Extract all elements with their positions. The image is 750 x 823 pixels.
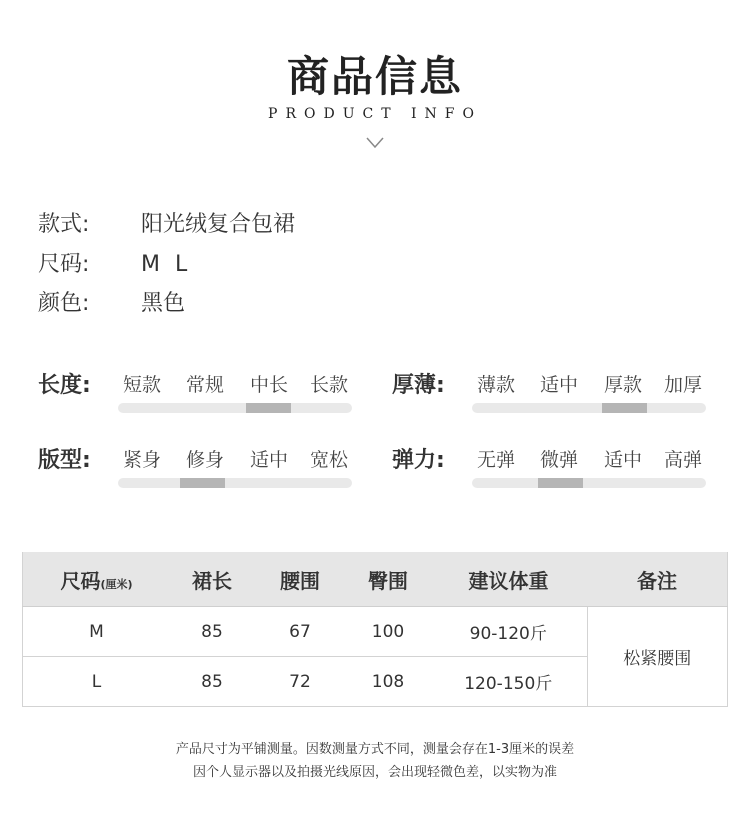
size-unit: (厘米) — [100, 577, 133, 591]
info-value: 黑色 — [141, 291, 186, 316]
attr-option: 宽松 — [310, 449, 349, 471]
page-title: 商品信息 — [286, 52, 463, 101]
size-table-header-cell: 裙长 — [170, 552, 254, 607]
attr-label: 弹力: — [392, 448, 445, 473]
info-row-size — [38, 247, 191, 278]
attr-option: 高弹 — [664, 449, 703, 471]
attr-option: 无弹 — [477, 449, 516, 471]
table-cell: 108 — [346, 657, 430, 707]
attr-label: 厚薄: — [392, 373, 445, 398]
attr-option: 常规 — [186, 374, 225, 396]
info-value: 阳光绒复合包裙 — [141, 212, 296, 237]
footer-note-color: 因个人显示器以及拍摄光线原因，会出现轻微色差，以实物为准 — [192, 765, 557, 780]
attr-label: 版型: — [38, 448, 91, 473]
attr-scale-indicator — [180, 478, 225, 488]
attr-option: 薄款 — [477, 374, 516, 396]
attr-option: 中长 — [250, 374, 289, 396]
table-cell: L — [23, 657, 171, 707]
table-cell: 85 — [170, 657, 254, 707]
attr-option: 适中 — [604, 449, 643, 471]
info-label: 尺码: — [38, 252, 90, 277]
table-cell: 85 — [170, 607, 254, 657]
size-table-header-cell: 备注 — [587, 552, 728, 607]
table-cell: 90-120斤 — [430, 607, 587, 657]
table-row — [23, 607, 728, 657]
attr-scale-track — [118, 478, 352, 488]
page-subtitle: PRODUCT INFO — [268, 106, 482, 122]
attr-option: 微弹 — [540, 449, 579, 471]
footer-note-measurement: 产品尺寸为平铺测量。因数测量方式不同，测量会存在1-3厘米的误差 — [175, 742, 575, 757]
size-table-header-cell: 建议体重 — [430, 552, 587, 607]
attr-label: 长度: — [38, 373, 91, 398]
attr-option: 加厚 — [664, 374, 703, 396]
attr-option: 厚款 — [604, 374, 643, 396]
attr-option: 紧身 — [123, 449, 162, 471]
attr-scale-indicator — [246, 403, 291, 413]
attr-scale-track — [118, 403, 352, 413]
attr-scale-indicator — [538, 478, 583, 488]
attr-scale-indicator — [602, 403, 647, 413]
info-label: 款式: — [38, 212, 90, 237]
size-table-note: 松紧腰围 — [587, 607, 728, 707]
table-cell: M — [23, 607, 171, 657]
table-cell: 72 — [254, 657, 346, 707]
attr-option: 长款 — [310, 374, 349, 396]
attr-scale-track — [472, 478, 706, 488]
size-table — [22, 552, 728, 707]
size-table-header — [23, 552, 728, 607]
attr-option: 修身 — [186, 449, 225, 471]
attr-option: 适中 — [250, 449, 289, 471]
size-table-header-cell: 腰围 — [254, 552, 346, 607]
table-cell: 100 — [346, 607, 430, 657]
size-table-header-cell: 臀围 — [346, 552, 430, 607]
info-row-style — [38, 207, 295, 238]
chevron-down-icon — [366, 137, 384, 149]
table-cell: 67 — [254, 607, 346, 657]
info-row-color — [38, 286, 185, 317]
attr-option: 短款 — [123, 374, 162, 396]
info-value: M L — [141, 252, 192, 277]
info-label: 颜色: — [38, 291, 90, 316]
size-table-header-cell: 尺码(厘米) — [23, 552, 171, 607]
table-cell: 120-150斤 — [430, 657, 587, 707]
attr-scale-track — [472, 403, 706, 413]
attr-option: 适中 — [540, 374, 579, 396]
